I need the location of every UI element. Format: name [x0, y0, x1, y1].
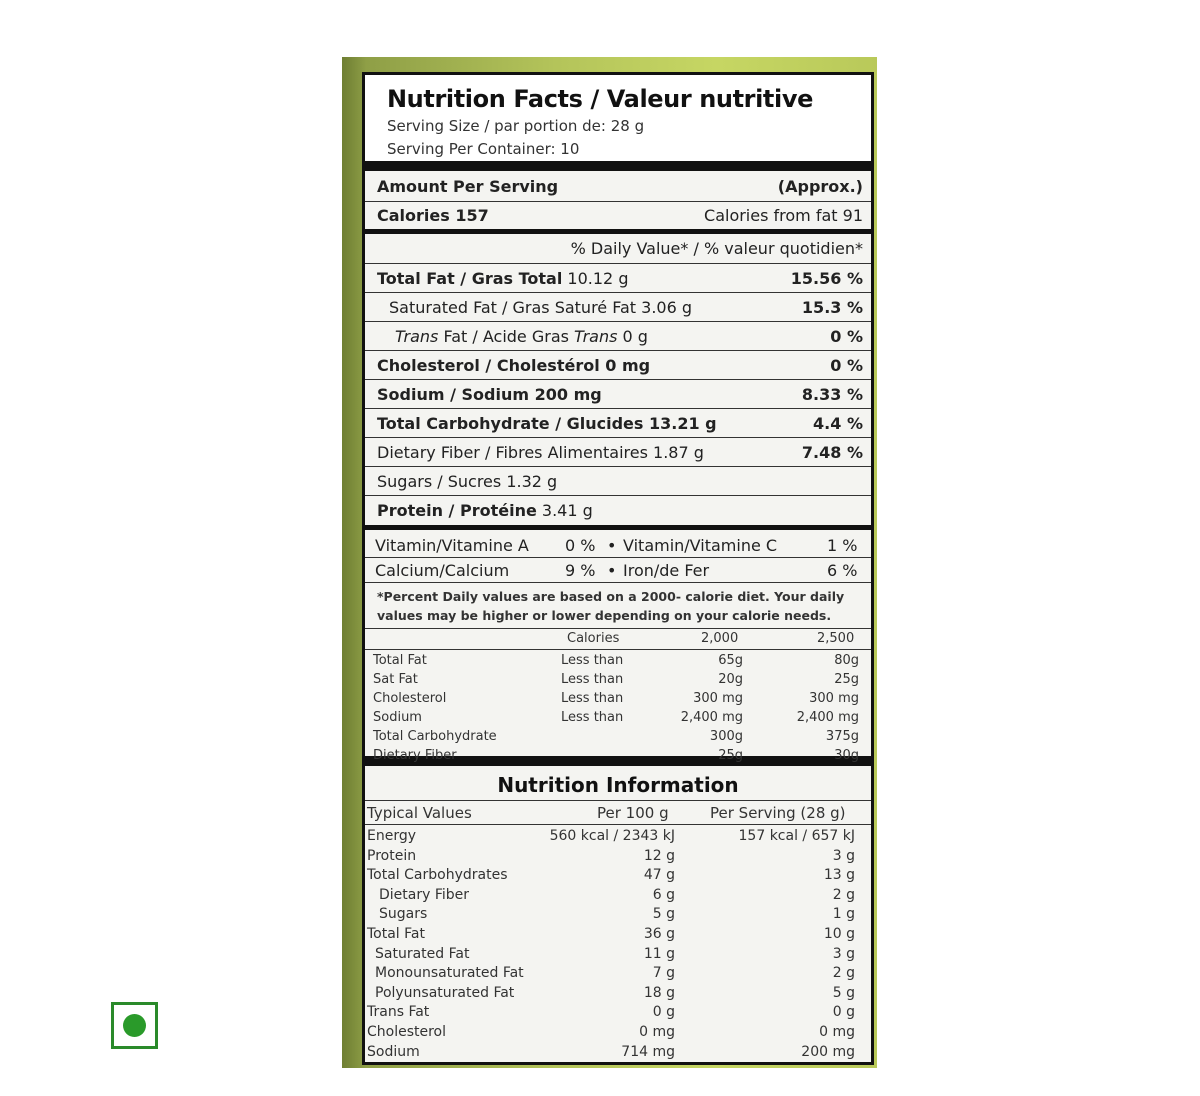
- nutrient-amount: 0 g: [622, 326, 648, 346]
- ni-row-name: Polyunsaturated Fat: [375, 984, 515, 1001]
- dv-row-2500: 80g: [834, 653, 859, 668]
- dv-row-qualifier: Less than: [561, 672, 624, 687]
- dv-row-2000: 2,400 mg: [680, 710, 743, 725]
- dv-row-2500: 25g: [834, 672, 859, 687]
- dv-row-name: Sodium: [373, 710, 422, 725]
- dv-table-row: [365, 653, 871, 672]
- ni-row-perserving: 13 g: [823, 867, 855, 884]
- dv-row-qualifier: Less than: [561, 691, 624, 706]
- nutrient-label: Dietary Fiber / Fibres Alimentaires: [377, 442, 648, 462]
- bullet-separator: •: [607, 535, 617, 555]
- nutrient-dv: 0 %: [830, 326, 863, 346]
- ni-row-per100: 560 kcal / 2343 kJ: [549, 828, 675, 844]
- ni-row-perserving: 3 g: [832, 847, 855, 864]
- vitamin-value: 1 %: [827, 535, 858, 555]
- daily-value-header-text: % Daily Value* / % valeur quotidien*: [570, 239, 863, 258]
- ni-row-per100: 12 g: [643, 847, 675, 864]
- ni-row-name: Energy: [367, 828, 417, 844]
- nutrient-dv: 8.33 %: [801, 384, 863, 404]
- ni-row-name: Total Fat: [367, 926, 425, 942]
- ni-row-perserving: 2 g: [832, 965, 855, 982]
- dv-row-name: Total Carbohydrate: [373, 729, 497, 744]
- nutrient-row: [365, 467, 871, 496]
- nutrient-row: [365, 380, 871, 409]
- servings-per-container: Serving Per Container: 10: [387, 140, 580, 158]
- nutrient-label: Saturated Fat / Gras Saturé Fat: [389, 297, 637, 317]
- nutrient-amount: 200 mg: [534, 384, 602, 404]
- vitamin-label: Vitamin/Vitamine A: [375, 535, 529, 555]
- bullet-separator: •: [607, 560, 617, 580]
- nutrient-amount: 0 mg: [605, 355, 651, 375]
- ni-row-per100: 18 g: [643, 984, 675, 1001]
- ni-row-perserving: 5 g: [832, 984, 855, 1001]
- nutrient-row: [365, 409, 871, 438]
- ni-row-perserving: 3 g: [832, 945, 855, 962]
- ni-row-perserving: 157 kcal / 657 kJ: [738, 828, 855, 844]
- dv-head-2500: 2,500: [817, 631, 855, 646]
- dv-row-2000: 20g: [718, 672, 743, 687]
- ni-head-perserving: Per Serving (28 g): [710, 804, 846, 822]
- nutrient-row: [365, 438, 871, 467]
- ni-row-perserving: 0 g: [832, 1004, 855, 1021]
- serving-size: Serving Size / par portion de: 28 g: [387, 117, 645, 135]
- nutrient-label: Fat / Acide Gras: [438, 326, 575, 346]
- label-header: [365, 75, 871, 171]
- ni-row-name: Monounsaturated Fat: [375, 965, 524, 982]
- ni-row-name: Total Carbohydrates: [367, 867, 508, 884]
- dv-row-2500: 300 mg: [809, 691, 859, 706]
- nutrient-dv: 4.4 %: [813, 413, 863, 433]
- dv-row-name: Sat Fat: [373, 672, 418, 687]
- amount-per-serving-label: Amount Per Serving: [377, 176, 559, 196]
- dv-row-name: Cholesterol: [373, 691, 447, 706]
- dv-row-name: Dietary Fiber: [373, 748, 457, 763]
- daily-value-table: [365, 629, 871, 766]
- nutrition-info-head: [365, 801, 871, 825]
- nutrient-amount: 10.12 g: [567, 268, 629, 288]
- dv-row-2500: 375g: [825, 729, 859, 744]
- footnote: *Percent Daily values are based on a 2000- calorie diet. Your daily values may be higher or lower depending on your calorie needs.: [365, 585, 871, 629]
- dv-table-row: [365, 729, 871, 748]
- nutrient-amount: 3.41 g: [541, 501, 593, 520]
- dv-table-head: [365, 629, 871, 650]
- nutrient-label: Protein / Protéine: [377, 501, 537, 520]
- ni-row-name: Dietary Fiber: [379, 886, 470, 903]
- ni-row-per100: 0 mg: [639, 1024, 675, 1040]
- ni-row-name: Saturated Fat: [375, 945, 470, 962]
- approx-label: (Approx.): [777, 176, 863, 196]
- ni-row-perserving: 200 mg: [801, 1043, 855, 1060]
- ni-row-name: Protein: [367, 847, 417, 864]
- nutrient-dv: 15.56 %: [790, 268, 863, 288]
- vitamin-label: Iron/de Fer: [623, 560, 710, 580]
- ni-row-perserving: 0 mg: [819, 1024, 855, 1040]
- dv-table-row: [365, 691, 871, 710]
- vitamin-value: 0 %: [565, 535, 596, 555]
- daily-value-header: [365, 234, 871, 264]
- nutrition-info-title: Nutrition Information: [365, 773, 871, 801]
- nutrition-info-row: [365, 965, 871, 985]
- nutrient-row: [365, 322, 871, 351]
- ni-row-per100: 6 g: [652, 886, 675, 903]
- nutrient-label: Total Carbohydrate / Glucides: [377, 413, 644, 433]
- nutrition-info-row: [365, 946, 871, 966]
- nutrient-row: [365, 264, 871, 293]
- nutrition-info-row: [365, 906, 871, 926]
- nutrient-label: Sodium / Sodium: [377, 384, 530, 404]
- nutrient-row: [365, 496, 871, 530]
- nutrition-info-row: [365, 887, 871, 907]
- dv-row-name: Total Fat: [373, 653, 427, 668]
- nutrient-amount: 1.87 g: [653, 442, 704, 462]
- vitamin-value: 9 %: [565, 560, 596, 580]
- label-title: Nutrition Facts / Valeur nutritive: [387, 85, 813, 113]
- dv-row-qualifier: Less than: [561, 653, 624, 668]
- nutrient-row: [365, 351, 871, 380]
- dv-head-2000: 2,000: [701, 631, 739, 646]
- ni-row-per100: 5 g: [652, 906, 675, 923]
- ni-row-name: Sodium: [367, 1043, 420, 1060]
- vitamin-row: [365, 533, 871, 558]
- dv-row-2000: 25g: [718, 748, 743, 763]
- vitamin-value: 6 %: [827, 560, 858, 580]
- ni-row-perserving: 2 g: [832, 886, 855, 903]
- calories-from-fat: Calories from fat 91: [704, 206, 863, 225]
- nutrient-label: Trans: [574, 326, 618, 346]
- dv-row-2500: 2,400 mg: [796, 710, 859, 725]
- ni-head-per100: Per 100 g: [597, 804, 669, 822]
- vegetarian-dot-icon: [123, 1014, 146, 1037]
- nutrition-label: [362, 72, 874, 1065]
- vitamin-label: Vitamin/Vitamine C: [623, 535, 778, 555]
- nutrition-info-row: [365, 985, 871, 1005]
- nutrient-dv: 15.3 %: [801, 297, 863, 317]
- nutrient-label: Cholesterol / Cholestérol: [377, 355, 600, 375]
- dv-head-calories: Calories: [567, 631, 620, 646]
- nutrient-amount: 1.32 g: [506, 471, 558, 491]
- nutrition-info-row: [365, 926, 871, 946]
- dv-table-row: [365, 710, 871, 729]
- vitamin-label: Calcium/Calcium: [375, 560, 510, 580]
- nutrient-row: [365, 293, 871, 322]
- ni-row-per100: 0 g: [652, 1004, 675, 1021]
- ni-row-per100: 11 g: [643, 945, 675, 962]
- ni-row-name: Trans Fat: [367, 1004, 430, 1021]
- ni-row-perserving: 10 g: [823, 926, 855, 942]
- nutrient-dv: 7.48 %: [801, 442, 863, 462]
- ni-row-name: Cholesterol: [367, 1024, 447, 1040]
- ni-row-per100: 47 g: [643, 867, 675, 884]
- dv-row-2000: 300g: [709, 729, 743, 744]
- vitamin-row: [365, 558, 871, 583]
- nutrient-dv: 0 %: [830, 355, 863, 375]
- calories-row: [365, 202, 871, 234]
- nutrition-info-row: [365, 1004, 871, 1024]
- amount-per-serving-row: [365, 171, 871, 202]
- dv-row-2000: 65g: [718, 653, 743, 668]
- nutrient-label: Trans: [395, 326, 439, 346]
- nutrition-info-row: [365, 848, 871, 868]
- ni-row-per100: 7 g: [652, 965, 675, 982]
- nutrient-amount: 13.21 g: [648, 413, 717, 433]
- nutrition-info-row: [365, 828, 871, 848]
- ni-row-perserving: 1 g: [832, 906, 855, 923]
- vegetarian-mark: [111, 1002, 158, 1049]
- dv-row-qualifier: Less than: [561, 710, 624, 725]
- nutrition-info-row: [365, 1044, 871, 1064]
- dv-table-row: [365, 748, 871, 767]
- ni-row-per100: 714 mg: [621, 1043, 675, 1060]
- ni-row-per100: 36 g: [643, 926, 675, 942]
- nutrient-label: Sugars / Sucres: [377, 471, 502, 491]
- ni-head-typical: Typical Values: [367, 804, 472, 822]
- nutrient-label: Total Fat / Gras Total: [377, 268, 563, 288]
- nutrient-amount: 3.06 g: [641, 297, 693, 317]
- dv-row-2500: 30g: [834, 748, 859, 763]
- nutrition-info-row: [365, 867, 871, 887]
- dv-row-2000: 300 mg: [693, 691, 743, 706]
- nutrition-info-row: [365, 1024, 871, 1044]
- dv-table-row: [365, 672, 871, 691]
- ni-row-name: Sugars: [379, 906, 428, 923]
- calories-value: Calories 157: [377, 206, 489, 225]
